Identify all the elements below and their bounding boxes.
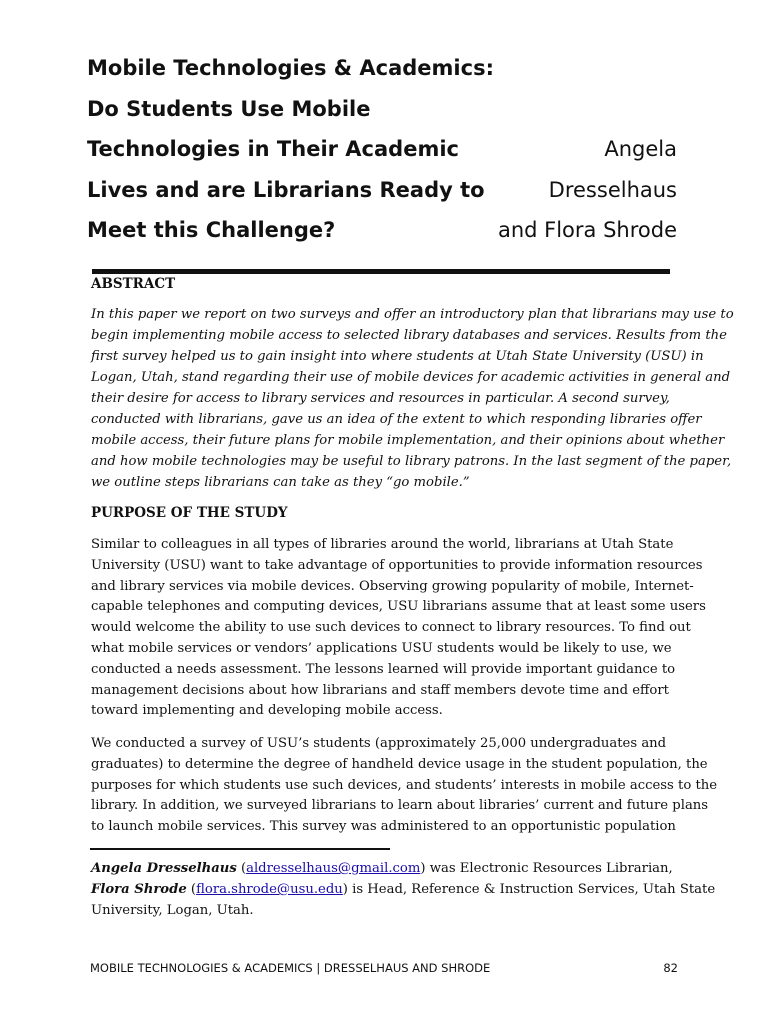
abstract-heading: ABSTRACT — [91, 276, 176, 292]
author-line: and Flora Shrode — [497, 218, 677, 242]
abstract-line: conducted with librarians, gave us an idea of the extent to which responding libraries offer — [91, 412, 702, 427]
body-line: University (USU) want to take advantage of opportunities to provide information resources — [91, 557, 703, 573]
footnote-divider — [90, 848, 390, 850]
footnote-line: Flora Shrode (flora.shrode@usu.edu) is Head, Reference & Instruction Services, Utah State — [91, 882, 716, 897]
author-line: Dresselhaus — [548, 177, 677, 202]
page-number: 82 — [663, 961, 678, 975]
title-row — [87, 56, 677, 97]
body-line: graduates) to determine the degree of handheld device usage in the student population, the — [91, 756, 708, 772]
author-name: Flora Shrode — [91, 882, 187, 897]
author-email-link[interactable]: aldresselhaus@gmail.com — [246, 861, 421, 876]
body-line: toward implementing and developing mobile access. — [91, 703, 443, 719]
title-row — [87, 218, 677, 259]
author-affiliation: ) is Head, Reference & Instruction Services, Utah State — [342, 882, 716, 897]
body-line: library. In addition, we surveyed librarians to learn about libraries’ current and future plans — [91, 798, 709, 814]
author-affiliation: ) was Electronic Resources Librarian, — [420, 861, 673, 876]
purpose-heading: PURPOSE OF THE STUDY — [91, 505, 288, 521]
author-email-link[interactable]: flora.shrode@usu.edu — [196, 882, 343, 897]
abstract-line: begin implementing mobile access to selected library databases and services. Results from the — [91, 328, 727, 343]
abstract-line: In this paper we report on two surveys and offer an introductory plan that librarians may use to — [91, 307, 734, 322]
body-line: to launch mobile services. This survey was administered to an opportunistic population — [91, 819, 676, 835]
purpose-paragraph-1 — [91, 535, 706, 722]
body-line: purposes for which students use such devices, and students’ interests in mobile access to the — [91, 777, 718, 793]
author-footnote — [91, 858, 716, 921]
title-row — [87, 137, 677, 178]
title-line: Meet this Challenge? — [87, 218, 336, 242]
title-row — [87, 178, 677, 219]
author-name: Angela Dresselhaus — [91, 861, 237, 876]
abstract-text — [91, 304, 734, 493]
author-line: Angela — [604, 137, 677, 161]
body-line: management decisions about how librarians and staff members devote time and effort — [91, 682, 669, 698]
purpose-paragraph-2 — [91, 734, 718, 838]
body-line: what mobile services or vendors’ applications USU students would be likely to use, we — [91, 640, 672, 656]
body-line: would welcome the ability to use such devices to connect to library resources. To find out — [91, 620, 691, 636]
title-line: Lives and are Librarians Ready to — [87, 177, 485, 202]
title-divider — [92, 269, 670, 274]
footnote-line: Angela Dresselhaus (aldresselhaus@gmail.com) was Electronic Resources Librarian, — [91, 861, 673, 876]
abstract-line: Logan, Utah, stand regarding their use of mobile devices for academic activities in general and — [91, 370, 731, 385]
title-line: Do Students Use Mobile — [87, 96, 371, 121]
abstract-line: first survey helped us to gain insight into where students at Utah State University (USU) in — [91, 349, 704, 364]
abstract-line: their desire for access to library services and resources in particular. A second survey, — [91, 391, 670, 406]
body-line: conducted a needs assessment. The lessons learned will provide important guidance to — [91, 661, 676, 677]
body-line: We conducted a survey of USU’s students (approximately 25,000 undergraduates and — [91, 736, 667, 751]
title-block — [87, 56, 677, 259]
body-line: capable telephones and computing devices, USU librarians assume that at least some users — [91, 599, 706, 615]
abstract-line: we outline steps librarians can take as they “go mobile.” — [91, 475, 470, 490]
footnote-line: University, Logan, Utah. — [91, 903, 254, 918]
abstract-line: mobile access, their future plans for mobile implementation, and their opinions about whether — [91, 433, 725, 448]
title-row — [87, 97, 677, 138]
title-line: Technologies in Their Academic — [87, 137, 459, 161]
abstract-line: and how mobile technologies may be useful to library patrons. In the last segment of the paper, — [91, 454, 732, 469]
running-footer: MOBILE TECHNOLOGIES & ACADEMICS | DRESSELHAUS AND SHRODE — [90, 961, 491, 975]
title-line: Mobile Technologies & Academics: — [87, 56, 494, 80]
body-line: Similar to colleagues in all types of libraries around the world, librarians at Utah State — [91, 537, 674, 552]
body-line: and library services via mobile devices. Observing growing popularity of mobile, Internet- — [91, 578, 694, 594]
